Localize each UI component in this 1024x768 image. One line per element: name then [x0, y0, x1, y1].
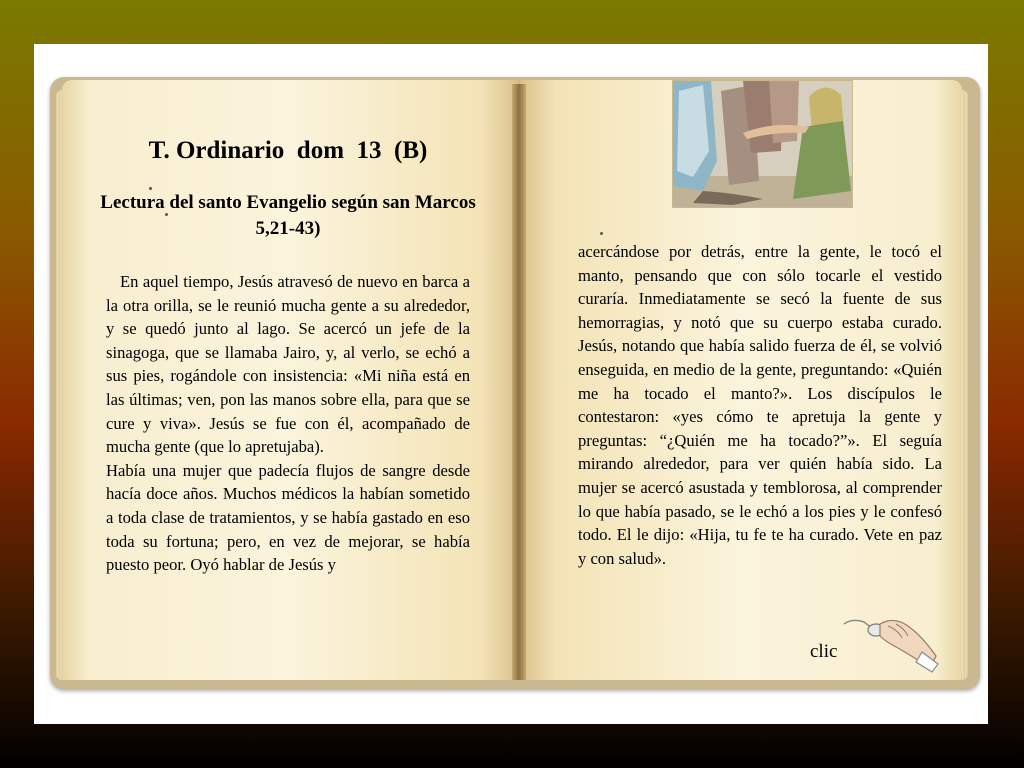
- page-title: T. Ordinario dom 13 (B): [148, 137, 428, 164]
- clic-link[interactable]: clic: [810, 641, 838, 662]
- speck: [165, 213, 168, 216]
- woman-touching-cloak-illustration: [672, 80, 853, 208]
- right-page-text: acercándose por detrás, entre la gente, le tocó el manto, pensando que con sólo tocarle el vestido curaría. Inmediatamente se secó la fuente de sus hemorragias, y notó que su cuerpo estaba curado. Jesús, notando que había salido fuerza de él, se volvió enseguida, en medio de la gente, preguntando: «Quién me ha tocado el manto?». Los discípulos le contestaron: «yes cómo te apretuja la gente y preguntas: “¿Quién me ha tocado?”». El seguía mirando alrededor, para ver quién había sido. La mujer se acercó asustada y temblorosa, al comprender lo que había pasado, se le echó a los pies y le confesó todo. El le dijo: «Hija, tu fe te ha curado. Vete en paz y con salud».: [578, 242, 942, 568]
- gospel-subtitle: Lectura del santo Evangelio según san Marcos 5,21-43): [100, 192, 476, 239]
- left-page-text: [106, 270, 470, 577]
- paragraph: En aquel tiempo, Jesús atravesó de nuevo en barca a la otra orilla, se le reunió mucha gente a su alrededor, y se quedó junto al lago. Se acercó un jefe de la sinagoga, que se llamaba Jairo, y, al verlo, se echó a sus pies, rogándole con insistencia: «Mi niña está en las últimas; ven, pon las manos sobre ella, para que se cure y viva». Jesús se fue con él, acompañado de mucha gente (que lo apretujaba).: [106, 272, 470, 457]
- paragraph: Había una mujer que padecía flujos de sangre desde hacía doce años. Muchos médicos la habían sometido a toda clase de tratamientos, y se había gastado en eso toda su fortuna; pero, en vez de mejorar, se había puesto peor. Oyó hablar de Jesús y: [106, 460, 470, 575]
- book-spine: [512, 84, 526, 680]
- speck: [600, 232, 603, 235]
- speck: [149, 187, 152, 190]
- hand-mouse-icon[interactable]: [842, 612, 942, 674]
